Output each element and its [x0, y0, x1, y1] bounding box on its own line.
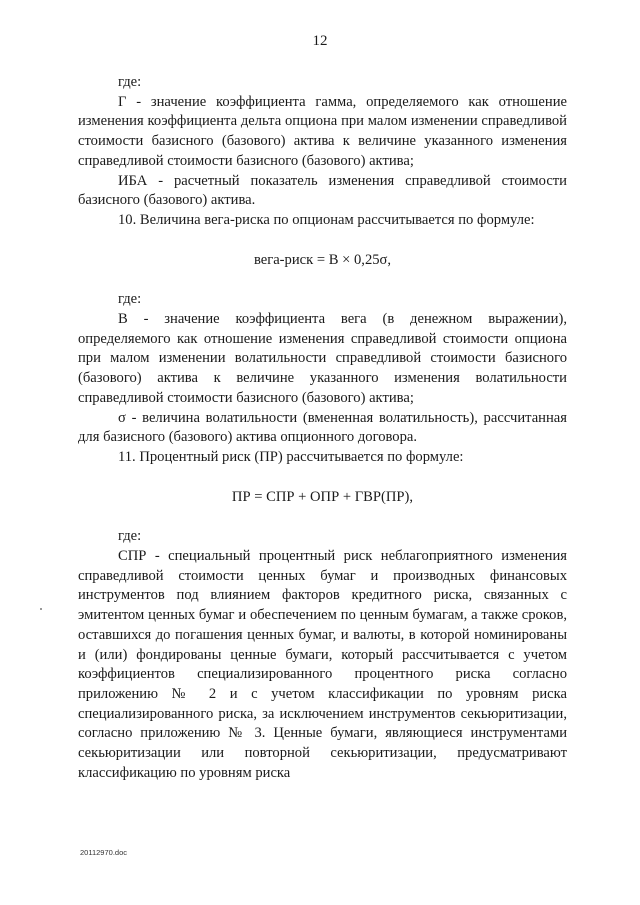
paragraph-item-11: 11. Процентный риск (ПР) рассчитывается по формуле: [118, 448, 464, 465]
footer-filename: 20112970.doc [80, 848, 127, 857]
paragraph-where-1: где: [118, 74, 142, 90]
paragraph-gamma-definition: Г - значение коэффициента гамма, определяемого как отношение изменения коэффициента дельта опциона при малом изменении справедливой стоимости базисного (базового) актива к величине указанного изменения справедливой стоимости базисного (базового) актива; [78, 93, 567, 169]
paragraph-iba-definition: ИБА - расчетный показатель изменения справедливой стоимости базисного (базового) актива. [78, 172, 567, 209]
paragraph-where-3: где: [118, 528, 142, 545]
scan-speck [40, 608, 42, 610]
formula-interest-risk: ПР = СПР + ОПР + ГВР(ПР), [231, 488, 414, 505]
paragraph-where-2: где: [118, 291, 142, 308]
paragraph-vega-definition: В - значение коэффициента вега (в денежном выражении), определяемого как отношение изменения справедливой стоимости опциона при малом изменении волатильности справедливой стоимости базисного (базового) актива к величине указанного изменения волатильности справедливой стоимости базисного (базового) актива; [78, 311, 567, 406]
paragraph-item-10: 10. Величина вега-риска по опционам рассчитывается по формуле: [118, 211, 535, 228]
paragraph-spr-definition: СПР - специальный процентный риск неблагоприятного изменения справедливой стоимости ценных бумаг и производных финансовых инструментов под влиянием факторов кредитного риска, связанных с эмитентом ценных бумаг и обеспечением по ценным бумагам, а также сроков, оставшихся до погашения ценных бумаг, и валюты, в которой номинированы и (или) фондированы ценные бумаги, который рассчитывается с учетом коэффициентов специализированного процентного риска согласно приложению № 2 и с учетом классификации по уровням риска специализированного риска, за исключением инструментов секьюритизации, согласно приложению № 3. Ценные бумаги, являющиеся инструментами секьюритизации или повторной секьюритизации, предусматривают классификацию по уровням риска [78, 548, 567, 781]
page-number: 12 [312, 33, 328, 49]
paragraph-sigma-definition: σ - величина волатильности (вмененная волатильность), рассчитанная для базисного (базового) актива опционного договора. [78, 409, 567, 446]
document-body [78, 73, 567, 784]
formula-vega-risk: вега-риск = В × 0,25σ, [253, 251, 392, 268]
